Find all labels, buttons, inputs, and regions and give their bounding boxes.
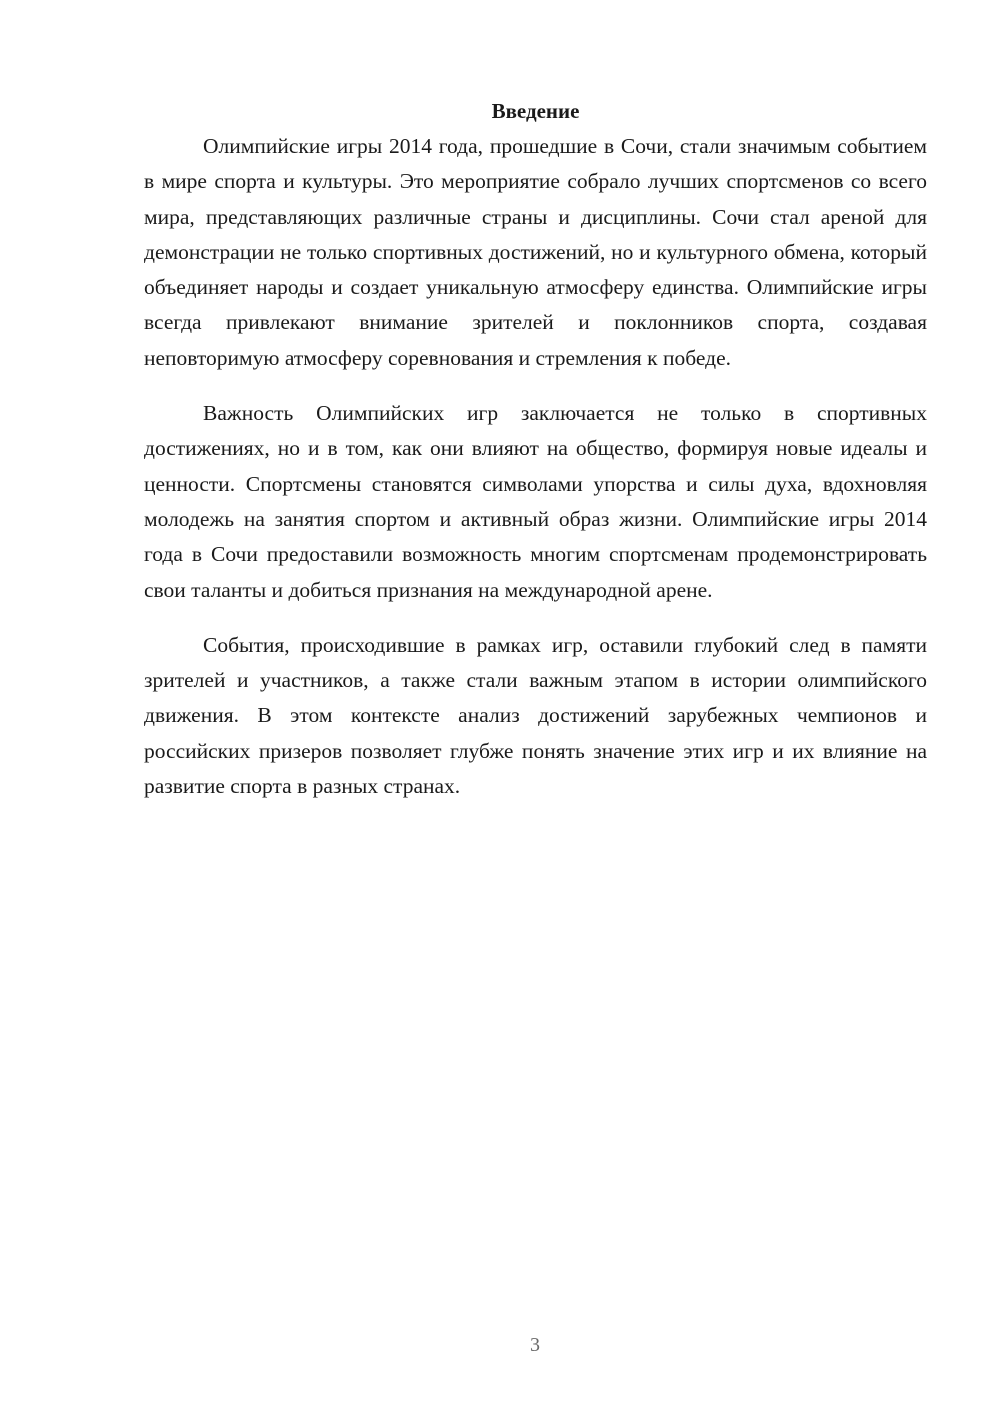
document-page: [144, 96, 927, 804]
paragraph-2: Важность Олимпийских игр заключается не только в спортивных достижениях, но и в том, как они влияют на общество, формируя новые идеалы и ценности. Спортсмены становятся символами упорства и силы духа, вдохновляя молодежь на занятия спортом и активный образ жизни. Олимпийские игры 2014 года в Сочи предоставили возможность многим спортсменам продемонстрировать свои таланты и добиться признания на международной арене.: [144, 401, 927, 602]
paragraph-1: Олимпийские игры 2014 года, прошедшие в Сочи, стали значимым событием в мире спорта и культуры. Это мероприятие собрало лучших спортсменов со всего мира, представляющих различные страны и дисциплины. Сочи стал ареной для демонстрации не только спортивных достижений, но и культурного обмена, который объединяет народы и создает уникальную атмосферу единства. Олимпийские игры всегда привлекают внимание зрителей и поклонников спорта, создавая неповторимую атмосферу соревнования и стремления к победе.: [144, 134, 927, 370]
page-number: 3: [530, 1334, 540, 1356]
section-heading: Введение: [491, 99, 580, 123]
paragraph-3: События, происходившие в рамках игр, оставили глубокий след в памяти зрителей и участников, а также стали важным этапом в истории олимпийского движения. В этом контексте анализ достижений зарубежных чемпионов и российских призеров позволяет глубже понять значение этих игр и их влияние на развитие спорта в разных странах.: [144, 632, 927, 799]
